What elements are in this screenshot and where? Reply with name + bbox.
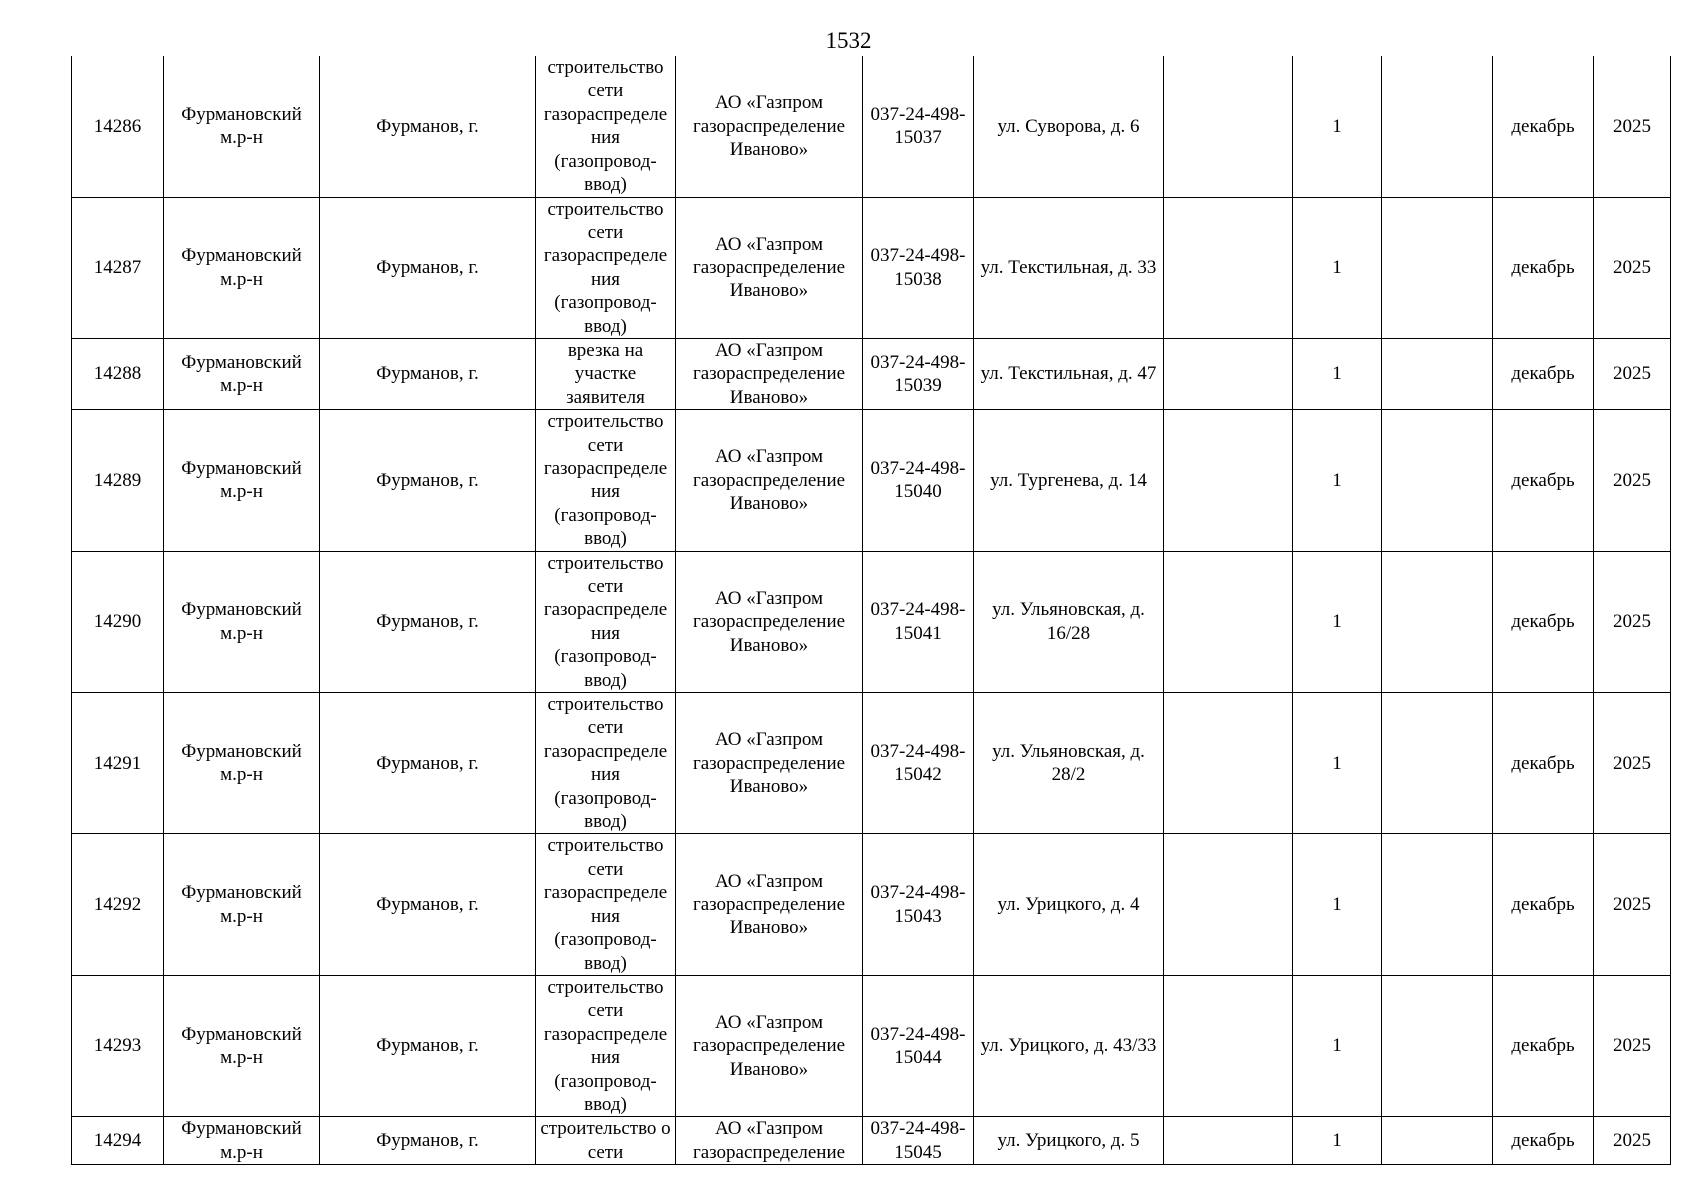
cell-district: Фурмановский м.р-н [164, 410, 320, 551]
cell-district: Фурмановский м.р-н [164, 551, 320, 692]
cell-settlement: Фурманов, г. [320, 197, 536, 338]
cell-type: строительство сети газораспределения (газопровод-ввод) [536, 551, 676, 692]
cell-month: декабрь [1493, 693, 1594, 834]
cell-year: 2025 [1594, 197, 1671, 338]
table-row [72, 693, 1671, 834]
cell-id: 14292 [72, 834, 164, 975]
cell-empty [1164, 1117, 1293, 1165]
cell-empty [1164, 975, 1293, 1116]
cell-type: строительство сети газораспределения (газопровод-ввод) [536, 197, 676, 338]
cell-month: декабрь [1493, 975, 1594, 1116]
cell-type: строительство сети газораспределения (газопровод-ввод) [536, 410, 676, 551]
cell-settlement: Фурманов, г. [320, 410, 536, 551]
cell-settlement: Фурманов, г. [320, 975, 536, 1116]
cell-year: 2025 [1594, 693, 1671, 834]
cell-type: строительство сети газораспределения (газопровод-ввод) [536, 693, 676, 834]
cell-org: АО «Газпром газораспределение Иваново» [676, 834, 863, 975]
cell-month: декабрь [1493, 834, 1594, 975]
cell-address: ул. Суворова, д. 6 [974, 56, 1164, 197]
cell-address: ул. Ульяновская, д. 28/2 [974, 693, 1164, 834]
cell-org: АО «Газпром газораспределение [676, 1117, 863, 1165]
cell-empty [1382, 551, 1493, 692]
cell-empty [1382, 338, 1493, 409]
cell-empty [1382, 56, 1493, 197]
cell-settlement: Фурманов, г. [320, 56, 536, 197]
table-row [72, 197, 1671, 338]
cell-code: 037-24-498-15041 [863, 551, 974, 692]
cell-id: 14289 [72, 410, 164, 551]
cell-empty [1382, 410, 1493, 551]
cell-month: декабрь [1493, 551, 1594, 692]
cell-empty [1164, 410, 1293, 551]
cell-org: АО «Газпром газораспределение Иваново» [676, 338, 863, 409]
cell-id: 14290 [72, 551, 164, 692]
cell-year: 2025 [1594, 56, 1671, 197]
cell-empty [1382, 1117, 1493, 1165]
cell-code: 037-24-498-15045 [863, 1117, 974, 1165]
cell-empty [1164, 693, 1293, 834]
cell-address: ул. Текстильная, д. 47 [974, 338, 1164, 409]
cell-district: Фурмановский м.р-н [164, 834, 320, 975]
cell-quantity: 1 [1293, 197, 1382, 338]
cell-district: Фурмановский м.р-н [164, 197, 320, 338]
cell-quantity: 1 [1293, 338, 1382, 409]
cell-type: врезка на участке заявителя [536, 338, 676, 409]
cell-quantity: 1 [1293, 834, 1382, 975]
table-row [72, 338, 1671, 409]
cell-empty [1382, 197, 1493, 338]
data-table [71, 56, 1671, 1165]
cell-district: Фурмановский м.р-н [164, 1117, 320, 1165]
cell-quantity: 1 [1293, 975, 1382, 1116]
cell-org: АО «Газпром газораспределение Иваново» [676, 56, 863, 197]
page-number: 1532 [825, 28, 872, 53]
cell-settlement: Фурманов, г. [320, 338, 536, 409]
cell-code: 037-24-498-15040 [863, 410, 974, 551]
cell-id: 14286 [72, 56, 164, 197]
cell-settlement: Фурманов, г. [320, 551, 536, 692]
cell-code: 037-24-498-15038 [863, 197, 974, 338]
cell-district: Фурмановский м.р-н [164, 693, 320, 834]
cell-district: Фурмановский м.р-н [164, 338, 320, 409]
cell-year: 2025 [1594, 338, 1671, 409]
table-row [72, 975, 1671, 1116]
cell-id: 14293 [72, 975, 164, 1116]
cell-type: строительство сети газораспределения (газопровод-ввод) [536, 56, 676, 197]
cell-year: 2025 [1594, 551, 1671, 692]
cell-address: ул. Тургенева, д. 14 [974, 410, 1164, 551]
cell-empty [1164, 56, 1293, 197]
cell-month: декабрь [1493, 338, 1594, 409]
cell-empty [1382, 693, 1493, 834]
table-row [72, 551, 1671, 692]
cell-type: строительство сети газораспределения (газопровод-ввод) [536, 975, 676, 1116]
cell-empty [1164, 197, 1293, 338]
cell-district: Фурмановский м.р-н [164, 56, 320, 197]
cell-address: ул. Урицкого, д. 4 [974, 834, 1164, 975]
cell-quantity: 1 [1293, 551, 1382, 692]
cell-settlement: Фурманов, г. [320, 1117, 536, 1165]
cell-org: АО «Газпром газораспределение Иваново» [676, 410, 863, 551]
table-row [72, 1117, 1671, 1165]
cell-month: декабрь [1493, 56, 1594, 197]
cell-id: 14288 [72, 338, 164, 409]
cell-year: 2025 [1594, 834, 1671, 975]
cell-empty [1164, 551, 1293, 692]
cell-type: строительство о сети [536, 1117, 676, 1165]
cell-quantity: 1 [1293, 410, 1382, 551]
cell-settlement: Фурманов, г. [320, 693, 536, 834]
cell-code: 037-24-498-15042 [863, 693, 974, 834]
cell-code: 037-24-498-15039 [863, 338, 974, 409]
cell-quantity: 1 [1293, 693, 1382, 834]
cell-year: 2025 [1594, 1117, 1671, 1165]
cell-address: ул. Урицкого, д. 5 [974, 1117, 1164, 1165]
cell-year: 2025 [1594, 410, 1671, 551]
cell-empty [1164, 834, 1293, 975]
cell-id: 14291 [72, 693, 164, 834]
table-row [72, 56, 1671, 197]
cell-empty [1164, 338, 1293, 409]
cell-id: 14294 [72, 1117, 164, 1165]
cell-address: ул. Ульяновская, д. 16/28 [974, 551, 1164, 692]
cell-month: декабрь [1493, 410, 1594, 551]
cell-district: Фурмановский м.р-н [164, 975, 320, 1116]
cell-year: 2025 [1594, 975, 1671, 1116]
cell-address: ул. Урицкого, д. 43/33 [974, 975, 1164, 1116]
table-row [72, 410, 1671, 551]
cell-code: 037-24-498-15043 [863, 834, 974, 975]
cell-empty [1382, 834, 1493, 975]
cell-settlement: Фурманов, г. [320, 834, 536, 975]
cell-id: 14287 [72, 197, 164, 338]
cell-quantity: 1 [1293, 1117, 1382, 1165]
cell-quantity: 1 [1293, 56, 1382, 197]
cell-month: декабрь [1493, 1117, 1594, 1165]
table-row [72, 834, 1671, 975]
cell-org: АО «Газпром газораспределение Иваново» [676, 197, 863, 338]
cell-empty [1382, 975, 1493, 1116]
cell-type: строительство сети газораспределения (газопровод-ввод) [536, 834, 676, 975]
cell-code: 037-24-498-15044 [863, 975, 974, 1116]
cell-org: АО «Газпром газораспределение Иваново» [676, 693, 863, 834]
cell-month: декабрь [1493, 197, 1594, 338]
cell-org: АО «Газпром газораспределение Иваново» [676, 551, 863, 692]
cell-address: ул. Текстильная, д. 33 [974, 197, 1164, 338]
cell-code: 037-24-498-15037 [863, 56, 974, 197]
cell-org: АО «Газпром газораспределение Иваново» [676, 975, 863, 1116]
